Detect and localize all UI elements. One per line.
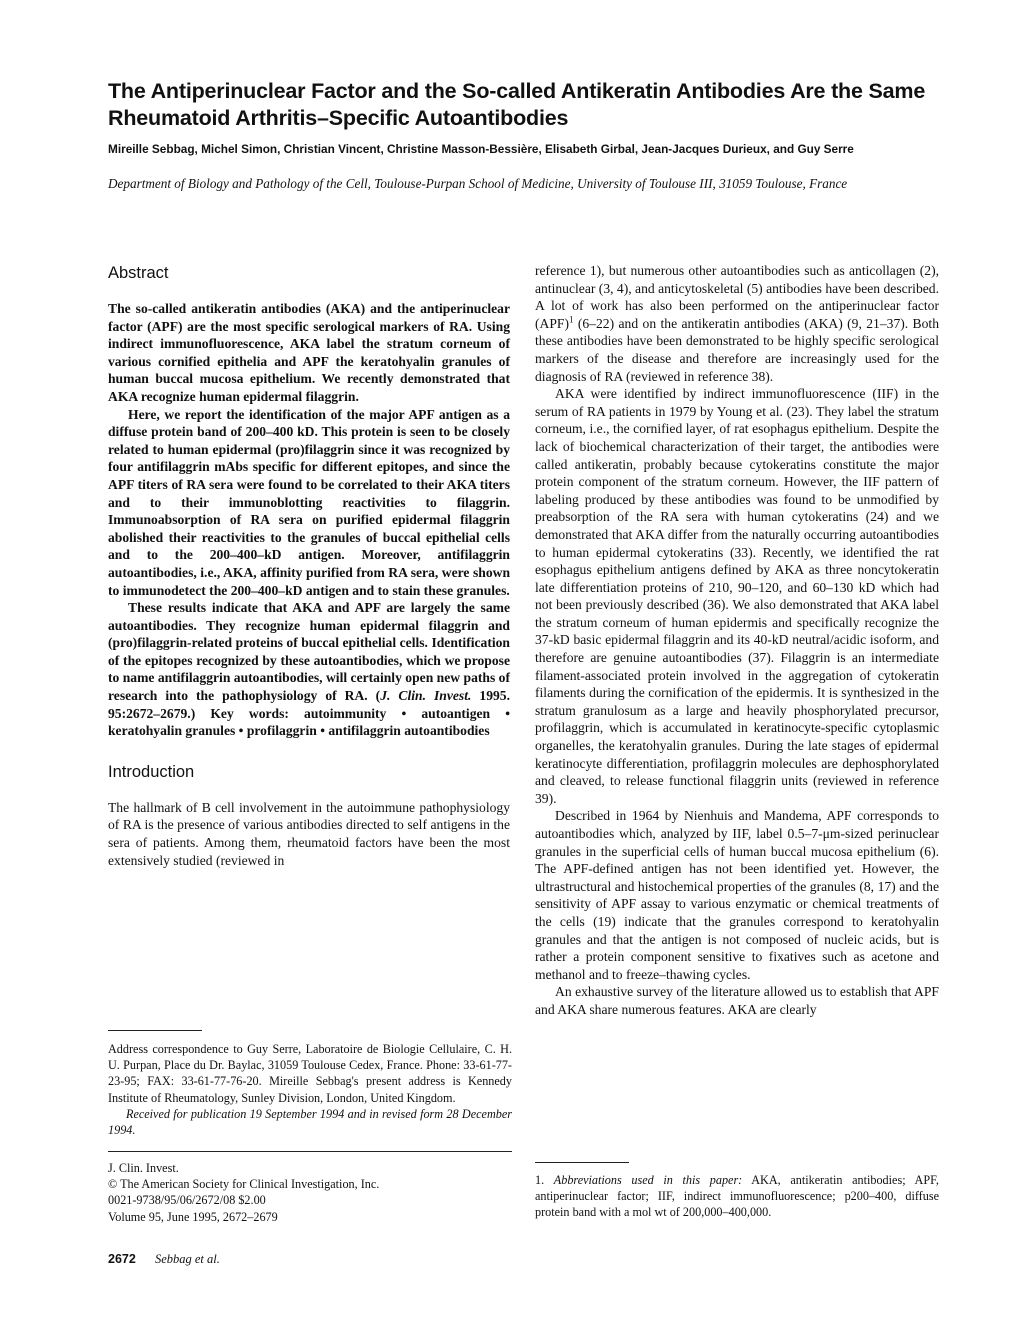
volume-issue: Volume 95, June 1995, 2672–2679 (108, 1209, 278, 1224)
journal-name: J. Clin. Invest. (108, 1161, 179, 1175)
abstract-paragraph-3 (108, 599, 510, 740)
footnote-marker: 1 (569, 314, 574, 325)
abstract-paragraph-1: The so-called antikeratin antibodies (AKA) and the antiperinuclear factor (APF) are the most specific serological markers of RA. Using indirect immunofluorescence, AKA label the stratum corneum of various cornified epithelia and APF the keratohyalin granules of human buccal mucosa epithelium. We recently demonstrated that AKA recognize human epidermal filaggrin. (108, 301, 510, 404)
issn-price: 0021-9738/95/06/2672/08 $2.00 (108, 1193, 266, 1208)
page-footer (108, 1252, 220, 1267)
body-paragraph-survey: An exhaustive survey of the literature allowed us to establish that APF and AKA share numerous features. AKA are clearly (535, 984, 939, 1017)
abbreviations-text: AKA, antikeratin antibodies; APF, antiperinuclear factor; IIF, indirect immunofluorescence; p200–400, diffuse protein band with a mol wt of 200,000–400,000. (535, 1173, 939, 1220)
affiliation: Department of Biology and Pathology of the Cell, Toulouse-Purpan School of Medicine, University of Toulouse III, 31059 Toulouse, France (108, 176, 848, 191)
author-list: Mireille Sebbag, Michel Simon, Christian Vincent, Christine Masson-Bessière, Elisabeth Girbal, Jean-Jacques Durieux, and Guy Serre (108, 142, 854, 156)
correspondence-footnote (108, 1041, 512, 1138)
publication-info (108, 1160, 512, 1225)
received-dates: Received for publication 19 September 1994 and in revised form 28 December 1994. (108, 1106, 512, 1138)
body-paragraph-continued (535, 262, 939, 385)
copyright-line: © The American Society for Clinical Investigation, Inc. (108, 1177, 380, 1192)
article-title: The Antiperinuclear Factor and the So-called Antikeratin Antibodies Are the Same Rheumatoid Arthritis–Specific Autoantibodies (108, 79, 926, 130)
body-paragraph-apf: Described in 1964 by Nienhuis and Mandema, APF corresponds to autoantibodies which, analyzed by IIF, label 0.5–7-μm-sized perinuclear granules in the superficial cells of human buccal mucosa epithelium (6). The APF-defined antigen has not been identified yet. However, the ultrastructural and histochemical properties of the granules (8, 17) and the sensitivity of APF assay to various enzymatic or chemical treatments of the cells (19) indicate that the granules correspond to keratohyalin granules and that the antigen is not composed of nucleic acids, but is rather a protein component sensitive to fixatives such as acetone and methanol and to freeze–thawing cycles. (535, 808, 939, 982)
abbreviations-label: Abbreviations used in this paper: (553, 1173, 743, 1187)
abstract-heading: Abstract (108, 264, 169, 282)
footnote-divider-left (108, 1030, 202, 1031)
body-paragraph-aka: AKA were identified by indirect immunofluorescence (IIF) in the serum of RA patients in 1979 by Young et al. (23). They label the stratum corneum, i.e., the cornified layer, of rat esophagus epithelium. Despite the lack of biochemical characterization of their target, the antibodies were called antikeratin, probably because cytokeratins constitute the major protein component of the stratum corneum. However, the IIF pattern of labeling produced by these antibodies was found to be unmodified by preabsorption of the RA sera with human cytokeratins (24) and we demonstrated that AKA differ from the naturally occurring autoantibodies to human epidermal cytokeratins (33). Recently, we identified the rat esophagus epithelium antigens defined by AKA as three noncytokeratin late differentiation proteins of 210, 90–120, and 60–130 kD which had not been previously described (36). We also demonstrated that AKA label the stratum corneum of human epidermis and specifically recognize the 37-kD basic epidermal filaggrin and its 40-kD neutral/acidic isoform, and therefore are genuine autoantibodies (37). Filaggrin is an intermediate filament-associated protein involved in the aggregation of cytokeratin filaments during the cornification of the epidermis. It is synthesized in the stratum granulosum as a large and heavily phosphorylated precursor, profilaggrin, which is accumulated in keratinocyte-specific cytoplasmic organelles, the keratohyalin granules. During the late stages of epidermal keratinocyte differentiation, profilaggrin molecules are dephosphorylated and cleaved, to release functional filaggrin units (reviewed in reference 39). (535, 386, 939, 806)
right-column (535, 262, 939, 1019)
running-author: Sebbag et al. (154, 1252, 220, 1266)
key-words: Key words: autoimmunity • autoantigen • keratohyalin granules • profilaggrin • antifilaggrin autoantibodies (108, 705, 510, 739)
abstract-paragraph-2: Here, we report the identification of the major APF antigen as a diffuse protein band of 200–400 kD. This protein is seen to be closely related to human epidermal (pro)filaggrin since it was recognized by four antifilaggrin mAbs specific for different epitopes, and since the APF titers of RA sera were found to be correlated to their AKA titers and to their immunoblotting reactivities to filaggrin. Immunoabsorption of RA sera on purified epidermal filaggrin abolished their reactivities to the granules of buccal epithelial cells and to the 200–400–kD antigen. Moreover, antifilaggrin autoantibodies, i.e., AKA, affinity purified from RA sera, were shown to immunodetect the 200–400–kD antigen and to stain these granules. (108, 406, 510, 598)
introduction-heading: Introduction (108, 762, 195, 781)
abbreviations-footnote (535, 1172, 939, 1221)
abstract-paragraph-3-text: These results indicate that AKA and APF are largely the same autoantibodies. They recognize human epidermal filaggrin and (pro)filaggrin-related proteins of buccal epithelial cells. Identification of the epitopes recognized by these autoantibodies, which we propose to name antifilaggrin autoantibodies, will certainly open new paths of research into the pathophysiology of RA. ( (108, 600, 510, 704)
page-number: 2672 (108, 1252, 136, 1266)
citation-details: 1995. 95:2672–2679.) (108, 688, 510, 721)
left-column (108, 262, 510, 869)
citation-journal: J. Clin. Invest. (380, 688, 472, 704)
body-paragraph-continued-b: (6–22) and on the antikeratin antibodies (AKA) (9, 21–37). Both these antibodies have been demonstrated to be highly specific serological markers of the disease and therefore are increasingly used for the diagnosis of RA (reviewed in reference 38). (535, 315, 939, 384)
introduction-paragraph-1: The hallmark of B cell involvement in the autoimmune pathophysiology of RA is the presence of various antibodies directed to self antigens in the sera of patients. Among them, rheumatoid factors have been the most extensively studied (reviewed in (108, 799, 510, 868)
footnote-divider-right (535, 1162, 629, 1163)
correspondence-address: Address correspondence to Guy Serre, Laboratoire de Biologie Cellulaire, C. H. U. Purpan, Place du Dr. Baylac, 31059 Toulouse Cedex, France. Phone: 33-61-77-23-95; FAX: 33-61-77-76-20. Mireille Sebbag's present address is Kennedy Institute of Rheumatology, Sunley Division, London, United Kingdom. (108, 1042, 512, 1105)
publication-info-divider (108, 1151, 512, 1152)
footnote-number: 1. (535, 1173, 554, 1187)
body-paragraph-continued-a: reference 1), but numerous other autoantibodies such as anticollagen (2), antinuclear (3, 4), and anticytoskeletal (5) antibodies have been described. A lot of work has also been performed on the antiperinuclear factor (APF) (535, 263, 939, 331)
